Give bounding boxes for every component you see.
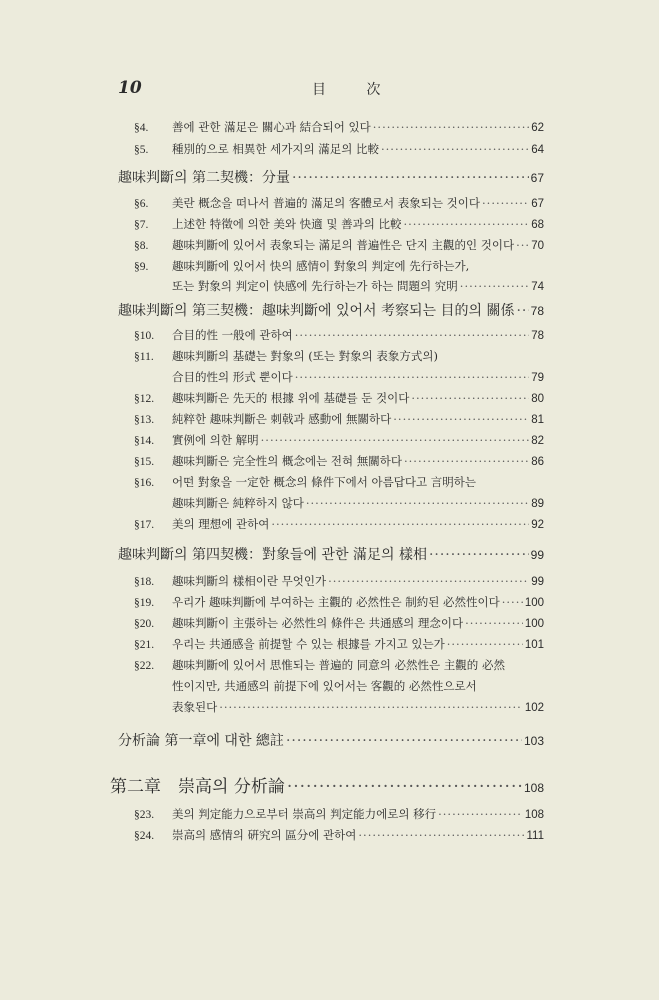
- section-number: §15.: [134, 456, 155, 468]
- leader-dots: [411, 391, 529, 405]
- section-number: §20.: [134, 618, 155, 630]
- leader-dots: [429, 547, 529, 563]
- toc-entry: [134, 806, 544, 822]
- section-number: §22.: [134, 660, 155, 672]
- entry-title: 趣味判斷에 있어서 思惟되는 普遍的 同意의 必然性은 主觀的 必然: [172, 658, 505, 672]
- entry-page: 99: [531, 576, 544, 588]
- leader-dots: [286, 733, 522, 749]
- leader-dots: [465, 616, 523, 630]
- toc-entry: [134, 237, 544, 253]
- page-number: 10: [118, 78, 142, 98]
- toc-entry: [134, 657, 544, 673]
- section-number: §12.: [134, 393, 155, 405]
- toc-entry: [134, 119, 544, 135]
- entry-title: 趣味判斷에 있어서 表象되는 滿足의 普遍性은 단지 主觀的인 것이다: [172, 238, 515, 252]
- entry-title: 純粹한 趣味判斷은 刺戟과 感動에 無關하다: [172, 412, 392, 426]
- section-number: §19.: [134, 597, 155, 609]
- toc-entry: [134, 216, 544, 232]
- section-number: §5.: [134, 144, 149, 156]
- entry-page: 100: [524, 618, 544, 630]
- leader-dots: [516, 303, 528, 319]
- toc-entry: [134, 573, 544, 589]
- entry-page: 108: [524, 809, 544, 821]
- entry-title-continuation: 表象된다: [172, 700, 218, 714]
- section-number: §17.: [134, 519, 155, 531]
- entry-title: 趣味判斷은 先天的 根據 위에 基礎를 둔 것이다: [172, 391, 410, 405]
- leader-dots: [271, 517, 529, 531]
- entry-title: 種別的으로 相異한 세가지의 滿足의 比較: [172, 142, 379, 156]
- toc-entry: [134, 594, 544, 610]
- entry-title: 崇高의 感情의 硏究의 區分에 관하여: [172, 828, 357, 842]
- section-number: §16.: [134, 477, 155, 489]
- section-number: §14.: [134, 435, 155, 447]
- toc-entry: [134, 411, 544, 427]
- entry-title: 美의 理想에 관하여: [172, 517, 270, 531]
- leader-dots: [516, 238, 529, 252]
- leader-dots: [295, 328, 529, 342]
- leader-dots: [502, 595, 523, 609]
- toc-part-heading: [118, 730, 544, 750]
- toc-entry-continuation: [172, 495, 544, 511]
- entry-page: 78: [530, 304, 544, 318]
- toc-part-heading: [118, 544, 544, 564]
- entry-title: 美의 判定能力으로부터 崇高의 判定能力에로의 移行: [172, 807, 437, 821]
- leader-dots: [438, 807, 523, 821]
- leader-dots: [295, 370, 529, 384]
- part-title: 趣味判斷의 第三契機：趣味判斷에 있어서 考察되는 目的의 關係: [118, 303, 515, 319]
- entry-page: 78: [531, 330, 544, 342]
- entry-title: 우리는 共通感을 前提할 수 있는 根據를 가지고 있는가: [172, 637, 445, 651]
- toc-entry: [134, 827, 544, 843]
- section-number: §8.: [134, 240, 149, 252]
- entry-title-continuation: 合目的性의 形式 뿐이다: [172, 370, 293, 384]
- leader-dots: [219, 700, 523, 714]
- section-number: §23.: [134, 809, 155, 821]
- entry-page: 101: [524, 639, 544, 651]
- toc-entry: [134, 141, 544, 157]
- entry-title: 趣味判斷이 主張하는 必然性의 條件은 共通感의 理念이다: [172, 616, 464, 630]
- section-number: §9.: [134, 261, 149, 273]
- entry-page: 111: [526, 830, 544, 842]
- toc-part-heading: [118, 300, 544, 320]
- toc-entry: [134, 258, 544, 274]
- section-number: §13.: [134, 414, 155, 426]
- section-number: §18.: [134, 576, 155, 588]
- toc-entry: [134, 516, 544, 532]
- toc-entry: [134, 474, 544, 490]
- entry-page: 100: [524, 597, 544, 609]
- entry-title: 合目的性 一般에 관하여: [172, 328, 293, 342]
- entry-page: 82: [531, 435, 544, 447]
- entry-page: 80: [531, 393, 544, 405]
- toc-entry: [134, 453, 544, 469]
- section-number: §11.: [134, 351, 154, 363]
- leader-dots: [393, 412, 529, 426]
- section-number: §10.: [134, 330, 155, 342]
- leader-dots: [328, 574, 529, 588]
- entry-title: 趣味判斷은 完全性의 概念에는 전혀 無關하다: [172, 454, 402, 468]
- entry-page: 99: [530, 548, 544, 562]
- entry-title: 趣味判斷의 樣相이란 무엇인가: [172, 574, 327, 588]
- entry-page: 89: [531, 498, 544, 510]
- leader-dots: [358, 828, 524, 842]
- part-title: 分析論 第一章에 대한 總註: [118, 733, 284, 749]
- entry-title-continuation: 또는 對象의 判定이 快感에 先行하는가 하는 問題의 究明: [172, 279, 458, 293]
- entry-title-continuation: 性이지만, 共通感의 前提下에 있어서는 客觀的 必然性으로서: [172, 679, 477, 693]
- entry-page: 102: [524, 702, 544, 714]
- chapter-title: 第二章 崇高의 分析論: [110, 777, 285, 797]
- entry-title: 우리가 趣味判斷에 부여하는 主觀的 必然性은 制約된 必然性이다: [172, 595, 500, 609]
- leader-dots: [373, 120, 529, 134]
- entry-page: 67: [530, 171, 544, 185]
- entry-title: 美란 概念을 떠나서 普遍的 滿足의 客體로서 表象되는 것이다: [172, 196, 481, 210]
- entry-title: 趣味判斷의 基礎는 對象의 (또는 對象의 表象方式의): [172, 349, 439, 363]
- toc-chapter-heading: [110, 772, 544, 797]
- leader-dots: [460, 279, 529, 293]
- toc-entry: [134, 195, 544, 211]
- leader-dots: [447, 637, 523, 651]
- entry-page: 62: [531, 122, 544, 134]
- toc-entry: [134, 615, 544, 631]
- toc-entry-continuation: [172, 369, 544, 385]
- section-number: §24.: [134, 830, 155, 842]
- entry-page: 74: [531, 281, 544, 293]
- entry-page: 68: [531, 219, 544, 231]
- entry-page: 81: [531, 414, 544, 426]
- leader-dots: [261, 433, 530, 447]
- section-number: §7.: [134, 219, 149, 231]
- entry-page: 86: [531, 456, 544, 468]
- leader-dots: [482, 196, 529, 210]
- part-title: 趣味判斷의 第二契機：分量: [118, 170, 290, 186]
- toc-entry-continuation: [172, 278, 544, 294]
- entry-title: 上述한 特徵에 의한 美와 快適 및 善과의 比較: [172, 217, 402, 231]
- entry-page: 70: [531, 240, 544, 252]
- entry-page: 103: [523, 734, 544, 748]
- toc-entry: [134, 390, 544, 406]
- toc-entry-continuation: [172, 699, 544, 715]
- entry-title: 善에 관한 滿足은 關心과 結合되어 있다: [172, 120, 371, 134]
- leader-dots: [404, 454, 529, 468]
- toc-entry: [134, 636, 544, 652]
- leader-dots: [287, 777, 522, 797]
- leader-dots: [306, 496, 529, 510]
- entry-page: 108: [523, 781, 544, 795]
- toc-entry: [134, 432, 544, 448]
- leader-dots: [381, 142, 529, 156]
- toc-entry: [134, 327, 544, 343]
- entry-title: 어떤 對象을 一定한 概念의 條件下에서 아름답다고 言明하는: [172, 475, 476, 489]
- part-title: 趣味判斷의 第四契機：對象들에 관한 滿足의 樣相: [118, 547, 427, 563]
- entry-title: 實例에 의한 解明: [172, 433, 259, 447]
- entry-page: 67: [531, 198, 544, 210]
- leader-dots: [292, 170, 529, 186]
- section-number: §4.: [134, 122, 149, 134]
- section-number: §21.: [134, 639, 155, 651]
- leader-dots: [403, 217, 529, 231]
- toc-part-heading: [118, 167, 544, 187]
- toc-entry: [134, 348, 544, 364]
- entry-title: 趣味判斷에 있어서 快의 感情이 對象의 判定에 先行하는가,: [172, 259, 470, 273]
- page-title: 目 次: [312, 82, 399, 98]
- section-number: §6.: [134, 198, 149, 210]
- entry-page: 79: [531, 372, 544, 384]
- entry-title-continuation: 趣味判斷은 純粹하지 않다: [172, 496, 304, 510]
- entry-page: 64: [531, 144, 544, 156]
- entry-page: 92: [531, 519, 544, 531]
